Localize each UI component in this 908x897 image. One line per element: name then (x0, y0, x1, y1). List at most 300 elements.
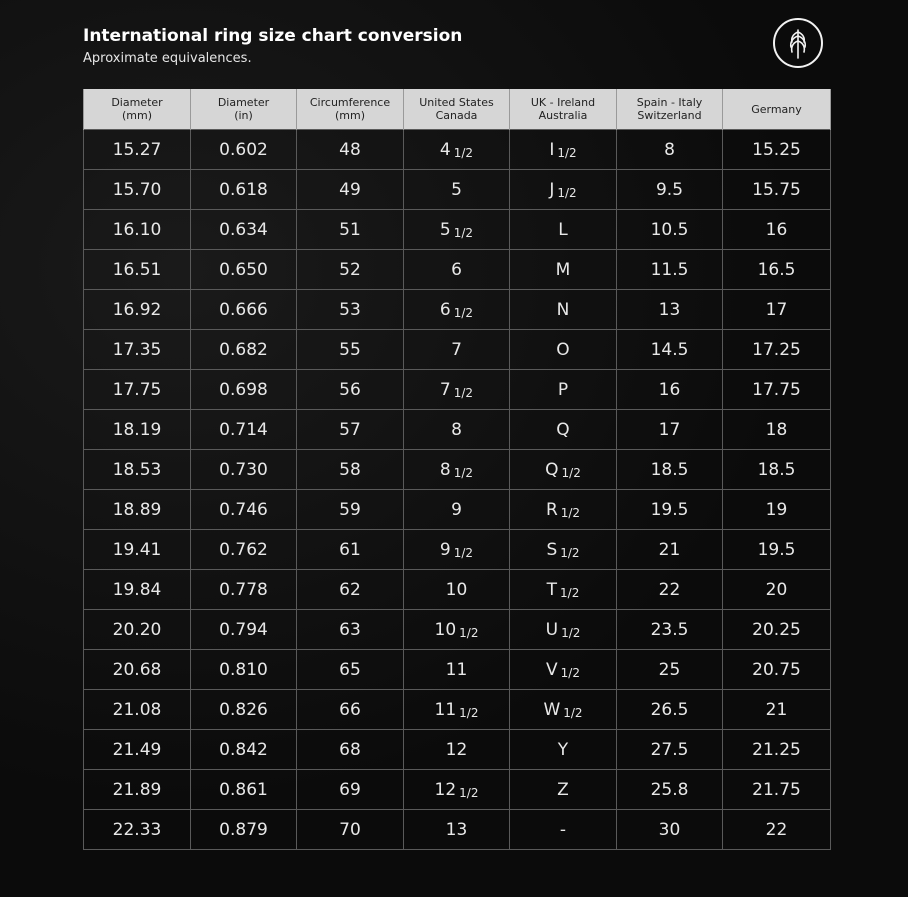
cell-value: 0.778 (219, 579, 268, 600)
cell-value: O (556, 339, 570, 360)
table-row (84, 330, 831, 370)
table-cell (84, 490, 191, 530)
cell-value: 16 (765, 219, 788, 240)
table-cell (617, 490, 723, 530)
table-cell (723, 370, 831, 410)
table-cell (297, 490, 404, 530)
cell-value: 0.810 (219, 659, 268, 680)
table-cell (617, 810, 723, 850)
cell-value: 48 (339, 139, 361, 160)
cell-value: 18 (765, 419, 788, 440)
column-header (297, 89, 404, 130)
cell-value: 61 (339, 539, 361, 560)
cell-value: 20 (765, 579, 788, 600)
table-cell (404, 370, 510, 410)
cell-value: 7 (451, 339, 462, 360)
cell-value: 11.5 (650, 259, 689, 280)
table-cell (510, 130, 617, 170)
cell-value: 0.730 (219, 459, 268, 480)
table-cell (617, 690, 723, 730)
table-cell (191, 170, 297, 210)
cell-value: T (546, 579, 558, 600)
cell-value: 20.68 (112, 659, 162, 680)
cell-fraction: 1/2 (453, 545, 474, 560)
table-cell (723, 250, 831, 290)
table-cell (297, 370, 404, 410)
table-cell (191, 650, 297, 690)
cell-value: 19 (765, 499, 788, 520)
table-cell (191, 730, 297, 770)
table-cell (297, 210, 404, 250)
cell-value: 16.5 (757, 259, 796, 280)
cell-value: 0.602 (219, 139, 268, 160)
table-cell (191, 370, 297, 410)
column-header-line: Germany (751, 102, 802, 116)
cell-fraction: 1/2 (557, 145, 577, 160)
table-cell (404, 410, 510, 450)
table-cell (617, 530, 723, 570)
table-cell (510, 370, 617, 410)
table-cell (723, 810, 831, 850)
table-cell (191, 450, 297, 490)
cell-fraction: 1/2 (560, 505, 581, 520)
cell-value: 18.5 (650, 459, 689, 480)
table-cell (510, 690, 617, 730)
cell-value: Z (557, 779, 569, 800)
cell-value: 70 (339, 819, 361, 840)
table-cell (84, 730, 191, 770)
cell-fraction: 1/2 (561, 625, 581, 640)
cell-value: 0.746 (219, 499, 268, 520)
table-cell (297, 250, 404, 290)
table-cell (84, 770, 191, 810)
cell-fraction: 1/2 (459, 625, 479, 640)
table-cell (404, 730, 510, 770)
table-cell (191, 610, 297, 650)
cell-value: 56 (339, 379, 361, 400)
table-cell (510, 250, 617, 290)
cell-value: 17 (658, 419, 681, 440)
table-cell (297, 570, 404, 610)
cell-value: 62 (339, 579, 361, 600)
column-header-line: Circumference (309, 96, 391, 109)
cell-value: 18.5 (757, 459, 796, 480)
cell-value: 17.25 (752, 339, 801, 360)
table-cell (191, 410, 297, 450)
cell-value: 15.27 (112, 139, 162, 160)
cell-value: 16.51 (112, 259, 162, 280)
column-header-line: (mm) (334, 109, 365, 122)
cell-value: 17.35 (112, 339, 162, 360)
cell-value: 13 (658, 299, 681, 320)
table-cell (510, 450, 617, 490)
table-cell (297, 610, 404, 650)
table-cell (84, 250, 191, 290)
cell-value: 8 (664, 139, 675, 160)
table-row (84, 650, 831, 690)
table-cell (723, 290, 831, 330)
cell-fraction: 1/2 (459, 785, 479, 800)
table-cell (510, 170, 617, 210)
cell-value: 19.5 (650, 499, 689, 520)
cell-value: 15.75 (752, 179, 801, 200)
table-row (84, 530, 831, 570)
table-row (84, 410, 831, 450)
table-cell (510, 210, 617, 250)
cell-value: 20.20 (112, 619, 162, 640)
table-cell (297, 810, 404, 850)
table-cell (191, 130, 297, 170)
table-cell (617, 330, 723, 370)
table-row (84, 490, 831, 530)
table-cell (617, 410, 723, 450)
cell-fraction: 1/2 (557, 185, 577, 200)
cell-value: 0.861 (219, 779, 268, 800)
logo (773, 18, 823, 68)
table-cell (617, 570, 723, 610)
cell-value: 59 (339, 499, 361, 520)
table-cell (191, 810, 297, 850)
table-cell (404, 770, 510, 810)
cell-value: 0.650 (219, 259, 268, 280)
cell-value: U (545, 619, 559, 640)
column-header-line: Diameter (111, 96, 163, 109)
cell-value: 25 (658, 659, 681, 680)
cell-fraction: 1/2 (453, 305, 474, 320)
table-cell (84, 690, 191, 730)
table-cell (404, 650, 510, 690)
table-cell (84, 810, 191, 850)
table-cell (617, 250, 723, 290)
table-cell (297, 730, 404, 770)
cell-value: 0.666 (219, 299, 268, 320)
cell-value: V (546, 659, 558, 680)
cell-value: 55 (339, 339, 361, 360)
cell-fraction: 1/2 (560, 545, 580, 560)
table-cell (404, 330, 510, 370)
table-cell (510, 770, 617, 810)
cell-value: 21.49 (112, 739, 162, 760)
header (83, 26, 462, 66)
table-cell (723, 450, 831, 490)
table-row (84, 690, 831, 730)
table-cell (617, 370, 723, 410)
cell-value: 17 (765, 299, 788, 320)
cell-value: 21.08 (112, 699, 162, 720)
cell-value: 21.25 (752, 739, 801, 760)
cell-value: 12 (434, 779, 457, 800)
table-cell (84, 130, 191, 170)
column-header-line: Switzerland (637, 109, 702, 122)
cell-fraction: 1/2 (453, 225, 474, 240)
table-cell (510, 810, 617, 850)
cell-value: 66 (339, 699, 361, 720)
cell-value: 0.842 (219, 739, 268, 760)
cell-value: 20.25 (752, 619, 801, 640)
cell-value: J (549, 179, 555, 200)
column-header-line: Diameter (217, 96, 270, 109)
table-cell (510, 570, 617, 610)
cell-value: 5 (451, 179, 462, 200)
cell-value: 0.682 (219, 339, 268, 360)
table-cell (510, 530, 617, 570)
column-header (723, 89, 831, 130)
cell-value: 16 (658, 379, 681, 400)
cell-value: 18.89 (112, 499, 162, 520)
cell-value: 8 (451, 419, 462, 440)
table-cell (191, 770, 297, 810)
cell-value: N (556, 299, 570, 320)
table-row (84, 770, 831, 810)
cell-value: 53 (339, 299, 361, 320)
cell-value: 17.75 (112, 379, 162, 400)
cell-value: S (546, 539, 558, 560)
cell-value: 9 (439, 539, 451, 560)
table-cell (297, 290, 404, 330)
table-cell (404, 290, 510, 330)
table-row (84, 730, 831, 770)
table-cell (297, 770, 404, 810)
table-cell (191, 570, 297, 610)
cell-value: 52 (339, 259, 361, 280)
column-header (84, 89, 191, 130)
column-header (404, 89, 510, 130)
column-header (191, 89, 297, 130)
table-row (84, 130, 831, 170)
table-cell (617, 130, 723, 170)
table-cell (404, 450, 510, 490)
column-header-line: (in) (234, 109, 253, 122)
cell-value: 7 (439, 379, 451, 400)
cell-value: 21.75 (752, 779, 801, 800)
cell-value: 0.698 (219, 379, 268, 400)
cell-value: 15.25 (752, 139, 801, 160)
table-cell (84, 330, 191, 370)
table-cell (84, 450, 191, 490)
table-cell (297, 330, 404, 370)
cell-value: 57 (339, 419, 361, 440)
cell-value: R (545, 499, 558, 520)
table-cell (723, 130, 831, 170)
table-cell (404, 490, 510, 530)
cell-value: M (555, 259, 571, 280)
table-cell (191, 690, 297, 730)
cell-value: 58 (339, 459, 361, 480)
header-row (84, 89, 831, 130)
table-cell (84, 370, 191, 410)
cell-value: 14.5 (650, 339, 689, 360)
cell-value: 19.41 (112, 539, 162, 560)
leaf-icon (783, 26, 813, 60)
column-header (510, 89, 617, 130)
cell-value: 12 (445, 739, 468, 760)
table-cell (510, 410, 617, 450)
table-cell (723, 210, 831, 250)
table-row (84, 810, 831, 850)
cell-value: 21 (765, 699, 788, 720)
table-cell (510, 730, 617, 770)
table-cell (617, 170, 723, 210)
table-cell (404, 690, 510, 730)
column-header-line: United States (419, 96, 494, 109)
table-cell (617, 210, 723, 250)
cell-value: Q (545, 459, 559, 480)
cell-value: 10 (434, 619, 457, 640)
table-cell (510, 490, 617, 530)
cell-value: 63 (339, 619, 361, 640)
table-cell (723, 770, 831, 810)
table-cell (404, 610, 510, 650)
cell-value: 8 (439, 459, 451, 480)
cell-value: 16.92 (112, 299, 162, 320)
cell-value: 6 (451, 259, 462, 280)
table-cell (84, 170, 191, 210)
table-row (84, 570, 831, 610)
cell-value: 0.634 (219, 219, 268, 240)
table-cell (297, 690, 404, 730)
table-cell (404, 130, 510, 170)
cell-value: Q (556, 419, 570, 440)
table-cell (84, 210, 191, 250)
table-cell (510, 290, 617, 330)
cell-value: 26.5 (650, 699, 689, 720)
column-header-line: (mm) (121, 109, 152, 122)
column-header (617, 89, 723, 130)
table-cell (723, 330, 831, 370)
table-cell (723, 570, 831, 610)
table-cell (297, 530, 404, 570)
column-header-line: Australia (538, 109, 588, 122)
cell-value: 68 (339, 739, 361, 760)
table-cell (617, 730, 723, 770)
cell-value: 0.714 (219, 419, 268, 440)
table-cell (84, 290, 191, 330)
cell-value: I (549, 139, 555, 160)
table-cell (723, 650, 831, 690)
table-cell (723, 610, 831, 650)
table-cell (84, 410, 191, 450)
cell-fraction: 1/2 (560, 665, 580, 680)
cell-value: P (557, 379, 569, 400)
table-cell (723, 690, 831, 730)
cell-value: 0.762 (219, 539, 268, 560)
cell-value: 15.70 (112, 179, 162, 200)
table-row (84, 170, 831, 210)
table-cell (404, 250, 510, 290)
table-cell (404, 570, 510, 610)
cell-fraction: 1/2 (560, 585, 580, 600)
cell-value: 4 (439, 139, 451, 160)
cell-value: 21 (658, 539, 681, 560)
table-cell (84, 650, 191, 690)
table-cell (617, 650, 723, 690)
table-cell (510, 650, 617, 690)
cell-value: Y (557, 739, 569, 760)
cell-value: 11 (434, 699, 457, 720)
table-cell (297, 450, 404, 490)
table-cell (723, 410, 831, 450)
cell-value: 0.826 (219, 699, 268, 720)
cell-value: 18.19 (112, 419, 162, 440)
cell-value: 19.5 (757, 539, 796, 560)
cell-value: 51 (339, 219, 361, 240)
cell-value: 20.75 (752, 659, 801, 680)
cell-fraction: 1/2 (453, 385, 474, 400)
table-cell (617, 770, 723, 810)
table-row (84, 250, 831, 290)
table-cell (510, 330, 617, 370)
table-cell (297, 410, 404, 450)
table-cell (191, 330, 297, 370)
cell-value: 22 (765, 819, 788, 840)
table-cell (191, 530, 297, 570)
table-row (84, 290, 831, 330)
column-header-line: Canada (435, 109, 478, 122)
table-cell (723, 730, 831, 770)
table-cell (723, 170, 831, 210)
cell-value: 0.879 (219, 819, 268, 840)
cell-value: 9 (451, 499, 462, 520)
cell-value: - (559, 819, 567, 840)
cell-value: 30 (658, 819, 681, 840)
cell-value: 49 (339, 179, 361, 200)
cell-value: 10.5 (650, 219, 689, 240)
cell-value: 13 (445, 819, 468, 840)
table-row (84, 210, 831, 250)
cell-value: 22.33 (112, 819, 162, 840)
table-cell (84, 610, 191, 650)
cell-value: 69 (339, 779, 361, 800)
table-cell (723, 490, 831, 530)
table-cell (84, 530, 191, 570)
cell-fraction: 1/2 (453, 465, 474, 480)
table-cell (617, 610, 723, 650)
page-title: International ring size chart conversion (83, 26, 463, 46)
column-header-line: UK - Ireland (530, 96, 596, 109)
table-row (84, 610, 831, 650)
table-cell (297, 130, 404, 170)
cell-value: 6 (439, 299, 451, 320)
table-cell (191, 210, 297, 250)
table-cell (404, 210, 510, 250)
cell-value: 22 (658, 579, 681, 600)
table-row (84, 450, 831, 490)
table-header (84, 89, 831, 130)
cell-value: 11 (445, 659, 468, 680)
cell-value: 65 (339, 659, 361, 680)
page-subtitle: Aproximate equivalences. (83, 51, 252, 66)
cell-fraction: 1/2 (453, 145, 474, 160)
cell-value: 19.84 (112, 579, 162, 600)
cell-value: 21.89 (112, 779, 162, 800)
column-header-line: Spain - Italy (636, 96, 703, 109)
table-cell (191, 490, 297, 530)
cell-value: 10 (445, 579, 468, 600)
table-cell (84, 570, 191, 610)
table-cell (404, 170, 510, 210)
cell-value: 5 (439, 219, 451, 240)
table-cell (191, 250, 297, 290)
cell-value: 23.5 (650, 619, 689, 640)
table-cell (297, 650, 404, 690)
table-cell (510, 610, 617, 650)
cell-fraction: 1/2 (563, 705, 583, 720)
table-cell (723, 530, 831, 570)
cell-value: 9.5 (655, 179, 684, 200)
cell-fraction: 1/2 (561, 465, 581, 480)
cell-fraction: 1/2 (459, 705, 479, 720)
table-cell (191, 290, 297, 330)
